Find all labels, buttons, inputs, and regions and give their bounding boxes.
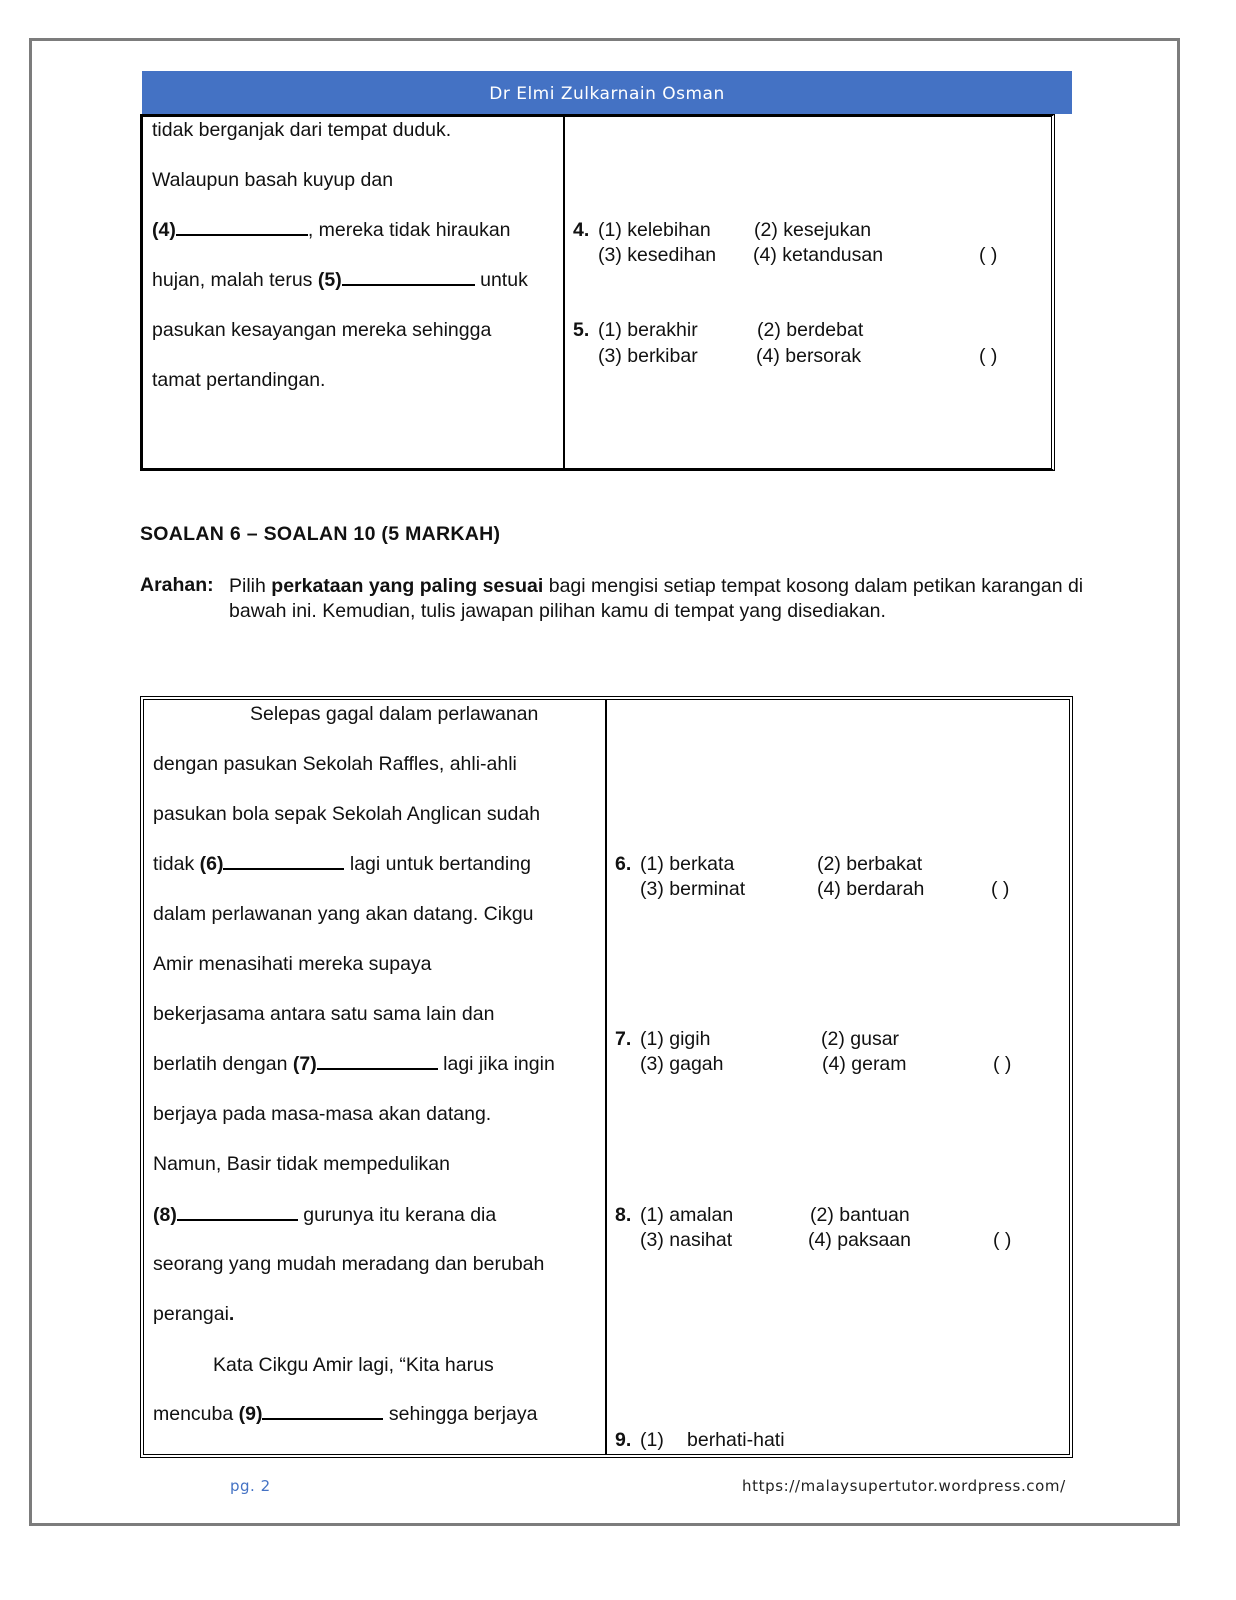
instruction-text: Pilih perkataan yang paling sesuai bagi mengisi setiap tempat kosong dalam petikan karangan di bawah ini. Kemudian, tulis jawapan pilihan kamu di tempat yang disediakan.: [229, 575, 1084, 622]
blank-number-5: (5): [317, 269, 342, 291]
passage1-line-q4: (4) , mereka tidak hiraukan: [152, 219, 511, 241]
section-title: SOALAN 6 – SOALAN 10 (5 MARKAH): [140, 523, 501, 545]
question-number: 7.: [615, 1028, 632, 1050]
option: (4) paksaan: [808, 1229, 911, 1251]
passage1-line-q5: hujan, malah terus (5) untuk: [152, 269, 528, 291]
passage2-line: berjaya pada masa-masa akan datang.: [153, 1103, 492, 1125]
question-number: 6.: [615, 853, 632, 875]
option: (1) berakhir: [598, 319, 698, 341]
passage2-line-q6: tidak (6) lagi untuk bertanding: [153, 853, 531, 875]
option: (3) berminat: [640, 878, 746, 900]
option: (4) berdarah: [817, 878, 925, 900]
answer-box[interactable]: ( ): [993, 1229, 1012, 1251]
passage1-line: Walaupun basah kuyup dan: [152, 169, 394, 191]
option: (2) kesejukan: [754, 219, 872, 241]
answer-box[interactable]: ( ): [991, 878, 1010, 900]
passage2-line: Namun, Basir tidak mempedulikan: [153, 1153, 450, 1175]
blank-6: [223, 853, 344, 870]
question-number: 5.: [573, 319, 590, 341]
option: (2) gusar: [821, 1028, 900, 1050]
blank-number-7: (7): [292, 1053, 317, 1075]
question-number: 8.: [615, 1204, 632, 1226]
blank-4: [176, 219, 308, 236]
answer-box[interactable]: ( ): [979, 345, 998, 367]
passage2-line: perangai.: [153, 1303, 235, 1325]
passage2-line: Selepas gagal dalam perlawanan: [250, 703, 539, 725]
option: (4) geram: [822, 1053, 907, 1075]
option: (2) bantuan: [810, 1204, 910, 1226]
passage2-line: Kata Cikgu Amir lagi, “Kita harus: [213, 1354, 494, 1376]
option: (2) berbakat: [817, 853, 923, 875]
option: (3) berkibar: [598, 345, 698, 367]
blank-number-4: (4): [152, 219, 176, 241]
option: (4) bersorak: [756, 345, 862, 367]
blank-number-6: (6): [199, 853, 224, 875]
answer-box[interactable]: ( ): [979, 244, 998, 266]
passage-table-1: [140, 114, 1055, 471]
blank-5: [342, 269, 475, 286]
option: (4) ketandusan: [753, 244, 884, 266]
page-number: pg. 2: [230, 1477, 271, 1495]
option: (1) amalan: [640, 1204, 734, 1226]
passage2-line: seorang yang mudah meradang dan berubah: [153, 1253, 545, 1275]
header-title: Dr Elmi Zulkarnain Osman: [489, 83, 725, 104]
blank-number-8: (8): [153, 1204, 177, 1226]
table-divider: [563, 117, 565, 468]
blank-7: [317, 1053, 438, 1070]
footer-url[interactable]: https://malaysupertutor.wordpress.com/: [742, 1477, 1066, 1495]
passage2-line: dalam perlawanan yang akan datang. Cikgu: [153, 903, 534, 925]
passage1-line: tidak berganjak dari tempat duduk.: [152, 119, 452, 141]
passage2-line-q9: mencuba (9) sehingga berjaya: [153, 1403, 538, 1425]
passage2-line: pasukan bola sepak Sekolah Anglican sudah: [153, 803, 541, 825]
option: (3) kesedihan: [598, 244, 717, 266]
passage2-line: bekerjasama antara satu sama lain dan: [153, 1003, 495, 1025]
passage2-line: dengan pasukan Sekolah Raffles, ahli-ahli: [153, 753, 517, 775]
option: (1): [640, 1429, 664, 1451]
option: (1) kelebihan: [598, 219, 711, 241]
blank-number-9: (9): [238, 1403, 263, 1425]
option: (2) berdebat: [757, 319, 864, 341]
option: (3) gagah: [640, 1053, 724, 1075]
passage1-line: pasukan kesayangan mereka sehingga: [152, 319, 492, 341]
question-number: 4.: [573, 219, 590, 241]
passage2-line: Amir menasihati mereka supaya: [153, 953, 432, 975]
passage2-line-q8: (8) gurunya itu kerana dia: [153, 1204, 497, 1226]
instruction-label: Arahan:: [140, 574, 214, 596]
option: berhati-hati: [687, 1429, 785, 1451]
passage2-line-q7: berlatih dengan (7) lagi jika ingin: [153, 1053, 555, 1075]
passage1-line: tamat pertandingan.: [152, 369, 326, 391]
blank-8: [177, 1204, 298, 1221]
answer-box[interactable]: ( ): [993, 1053, 1012, 1075]
header-banner: [142, 71, 1072, 114]
option: (1) berkata: [640, 853, 735, 875]
option: (3) nasihat: [640, 1229, 733, 1251]
table-divider: [605, 700, 607, 1454]
option: (1) gigih: [640, 1028, 711, 1050]
question-number: 9.: [615, 1429, 632, 1451]
blank-9: [262, 1403, 383, 1420]
